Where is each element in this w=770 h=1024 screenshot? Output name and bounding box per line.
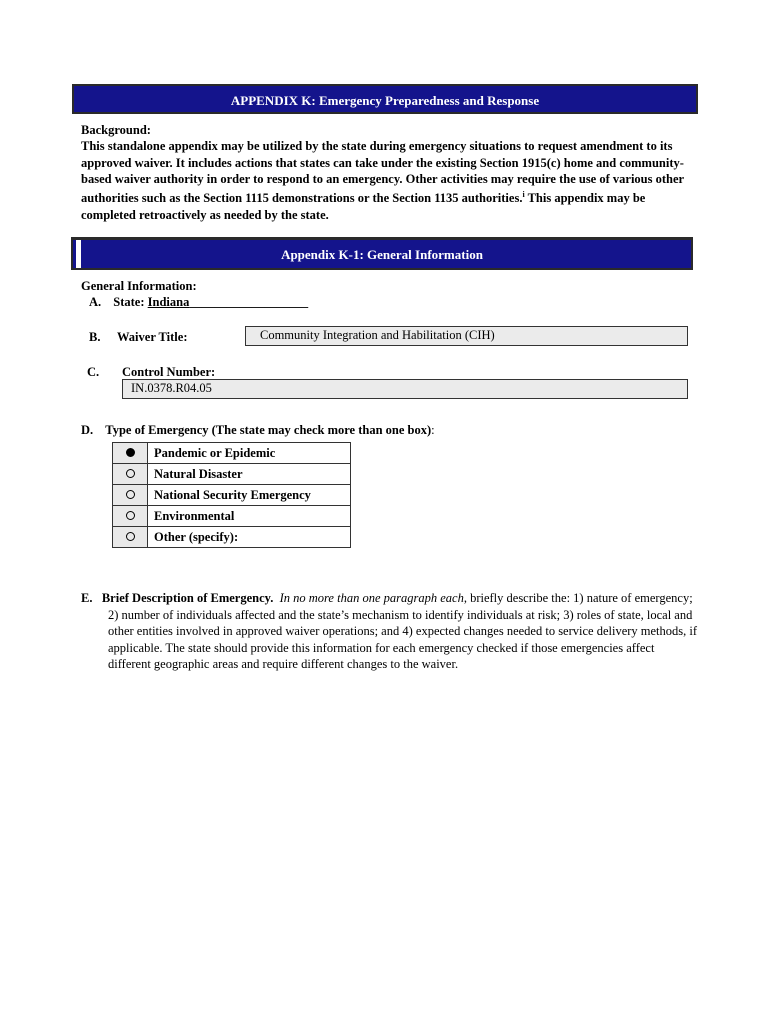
- radio-selected-icon[interactable]: [126, 448, 135, 457]
- emergency-option-label: Other (specify):: [148, 527, 351, 548]
- emergency-option-selector[interactable]: [113, 464, 148, 485]
- emergency-type-heading: [81, 422, 435, 438]
- emergency-option-row: [113, 527, 351, 548]
- emergency-option-selector[interactable]: [113, 443, 148, 464]
- appendix-title-banner: [72, 84, 698, 114]
- item-b-marker: B.: [89, 330, 101, 344]
- footnote-marker[interactable]: i: [522, 190, 525, 200]
- emergency-option-selector[interactable]: [113, 527, 148, 548]
- emergency-type-label: Type of Emergency (The state may check more than one box): [105, 423, 432, 437]
- general-info-heading: General Information:: [81, 279, 197, 293]
- control-number-label: Control Number:: [122, 365, 216, 379]
- description-heading: Brief Description of Emergency.: [101, 591, 274, 605]
- state-label: State:: [113, 295, 145, 309]
- control-number-field[interactable]: [122, 379, 688, 399]
- radio-empty-icon[interactable]: [126, 532, 135, 541]
- emergency-type-table: [112, 442, 351, 548]
- item-e-marker: E.: [81, 591, 93, 605]
- emergency-option-label: Natural Disaster: [148, 464, 351, 485]
- background-text-end: This appendix may be completed retroactively as needed by the state.: [81, 191, 646, 222]
- item-d-marker: D.: [81, 423, 94, 437]
- appendix-title: APPENDIX K: Emergency Preparedness and Response: [230, 93, 540, 108]
- radio-empty-icon[interactable]: [126, 511, 135, 520]
- radio-empty-icon[interactable]: [126, 490, 135, 499]
- background-text: This standalone appendix may be utilized by the state during emergency situations to request amendment to its approved waiver. It includes actions that states can take under the existing Section 1915(c) home and community-based waiver authority in order to respond to an emergency. Other activities may require the use of various other authorities such as the Section 1115 demonstrations or the Section 1135 authorities.: [81, 139, 684, 206]
- waiver-title-label: Waiver Title:: [117, 330, 188, 344]
- emergency-option-row: [113, 464, 351, 485]
- state-blank-line: ___________________: [189, 295, 309, 309]
- control-number-value: IN.0378.R04.05: [131, 381, 212, 395]
- waiver-title-field[interactable]: [245, 326, 688, 346]
- k1-title: Appendix K-1: General Information: [281, 247, 483, 262]
- radio-empty-icon[interactable]: [126, 469, 135, 478]
- item-c-marker: C.: [87, 365, 100, 379]
- emergency-option-label: Pandemic or Epidemic: [148, 443, 351, 464]
- emergency-option-label: National Security Emergency: [148, 485, 351, 506]
- description-body: , briefly describe the: 1) nature of emergency; 2) number of individuals affected and the state’s mechanism to identify individuals at risk; 3) roles of state, local and other entities involved in approved waiver operations; and 4) expected changes needed to service delivery methods, if applicable. The state should provide this information for each emergency checked if those emergencies affect different geographic areas and require different changes to the waiver.: [108, 591, 698, 672]
- background-body: [81, 138, 691, 223]
- emergency-type-colon: :: [431, 423, 435, 437]
- background-section: [81, 122, 691, 223]
- emergency-option-label: Environmental: [148, 506, 351, 527]
- emergency-option-row: [113, 506, 351, 527]
- background-heading: Background:: [81, 123, 151, 137]
- emergency-option-row: [113, 485, 351, 506]
- waiver-title-value: Community Integration and Habilitation (CIH): [260, 328, 495, 342]
- description-section: [81, 590, 698, 673]
- emergency-option-selector[interactable]: [113, 485, 148, 506]
- emergency-option-row: [113, 443, 351, 464]
- emergency-option-selector[interactable]: [113, 506, 148, 527]
- state-value[interactable]: Indiana: [147, 295, 190, 309]
- item-a-marker: A.: [89, 295, 102, 309]
- k1-title-banner: [71, 237, 693, 270]
- state-row: [89, 294, 308, 310]
- description-italic: In no more than one paragraph each: [279, 591, 464, 605]
